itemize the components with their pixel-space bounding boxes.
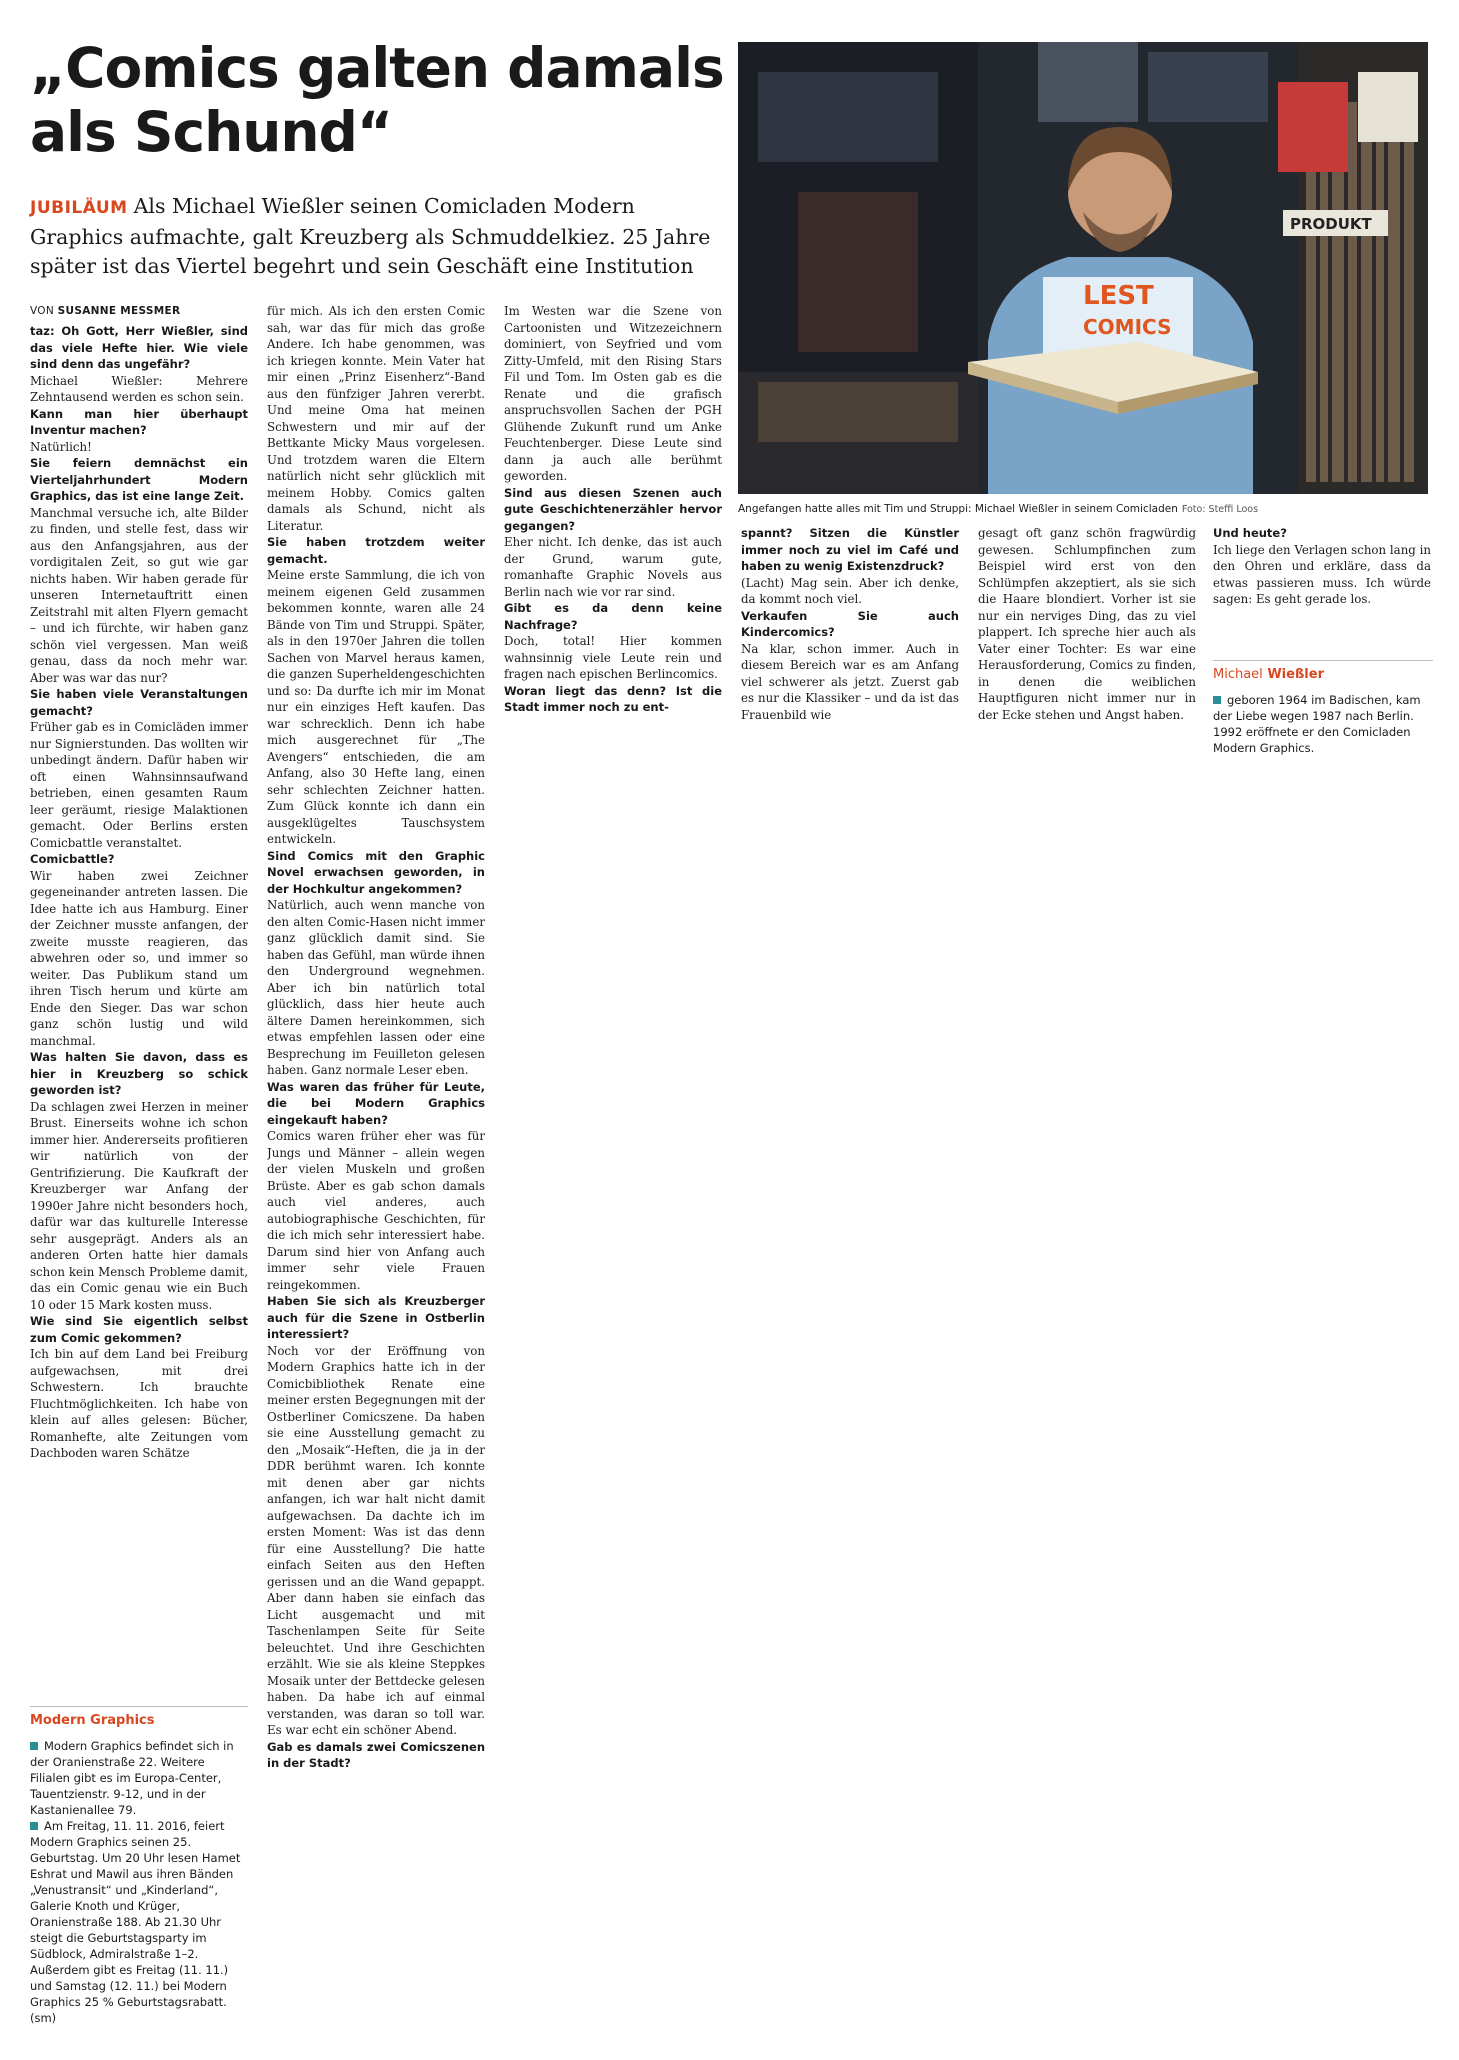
interview-question: Sind Comics mit den Graphic Novel erwachsen geworden, in der Hochkultur angekommen?: [267, 848, 485, 896]
interview-answer: Meine erste Sammlung, die ich von meinem eigenen Geld zusammen bekommen konnte, waren alle 24 Bände von Tim und Struppi. Später, als in den 1970er Jahren die tollen Sachen von Marvel heraus kamen, die ganzen Superheldengeschichten und so: Da durfte ich mir im Monat nur ein einziges Heft kaufen. Das war schrecklich. Denn ich habe mich ausgerechnet für „The Avengers“ entschieden, die am Anfang, also 30 Hefte lang, einen sehr schlechten Zeichner hatten. Zum Glück konnte ich dann ein ausgeklügeltes Tauschsystem entwickeln.: [267, 568, 485, 846]
article-column-1: [30, 323, 248, 1701]
interview-answer: Na klar, schon immer. Auch in diesem Bereich war es am Anfang viel schwerer als jetzt. Zuerst gab es nur die Klassiker – und da ist das Frauenbild wie: [741, 641, 959, 722]
caption-text: Angefangen hatte alles mit Tim und Struppi: Michael Wießler in seinem Comicladen: [738, 503, 1178, 515]
info-item-text: Modern Graphics befindet sich in der Oranienstraße 22. Weitere Filialen gibt es im Europa-Center, Tauentzienstr. 9-12, und in der Kastanienallee 79.: [30, 1739, 234, 1817]
info-box: [30, 1706, 248, 2058]
info-item-text: Am Freitag, 11. 11. 2016, feiert Modern Graphics seinen 25. Geburtstag. Um 20 Uhr lesen Hamet Eshrat und Mawil aus ihren Bänden „Venustransit“ und „Kinderland“, Galerie Knoth und Krüger, Oranienstraße 188. Ab 21.30 Uhr steigt die Geburtstagsparty im Südblock, Admiralstraße 1–2. Außerdem gibt es Freitag (11. 11.) und Samstag (12. 11.) bei Modern Graphics 25 % Geburtstagsrabatt. (sm): [30, 1819, 241, 2025]
interview-question: taz: Oh Gott, Herr Wießler, sind das viele Hefte hier. Wie viele sind denn das ungefähr?: [30, 324, 248, 371]
interview-question: Gibt es da denn keine Nachfrage?: [504, 601, 722, 632]
article-column-3: [504, 303, 722, 789]
interview-question: Wie sind Sie eigentlich selbst zum Comic gekommen?: [30, 1314, 248, 1345]
interview-answer: Natürlich, auch wenn manche von den alten Comic-Hasen nicht immer ganz glücklich damit sind. Sie haben das Gefühl, man würde ihnen den Underground wegnehmen. Aber ich bin natürlich total glücklich, dass hier heute auch ältere Damen hereinkommen, sich etwas empfehlen lassen oder eine Besprechung im Feuilleton gelesen haben. Ganz normale Leser eben.: [267, 898, 485, 1077]
kicker: JUBILÄUM: [30, 198, 128, 218]
interview-answer: Manchmal versuche ich, alte Bilder zu finden, und stelle fest, dass wir aus den Anfangsjahren, aus der vordigitalen Zeit, so gut wie gar nichts haben. Wir haben gerade für unseren Internetauftritt einen Zeitstrahl mit alten Flyern gemacht – und ich fürchte, wir haben ganz schön viel vergessen. Man weiß genau, dass da noch mehr war. Aber was war das nur?: [30, 505, 248, 685]
info-box-title: Modern Graphics: [30, 1713, 155, 1728]
interview-question: Sie feiern demnächst ein Vierteljahrhundert Modern Graphics, das ist eine lange Zeit.: [30, 456, 248, 503]
interview-question: Comicbattle?: [30, 852, 115, 866]
bio-title: [1213, 667, 1433, 682]
headline: „Comics galten damals als Schund“: [30, 36, 724, 164]
interview-answer: Ich liege den Verlagen schon lang in den Ohren und erkläre, dass da etwas passieren muss. Ich würde sagen: Es geht gerade los.: [1213, 542, 1431, 606]
info-item: [30, 1738, 248, 1818]
interview-answer: für mich. Als ich den ersten Comic sah, war das für mich das große Andere. Ich habe genommen, was ich kriegen konnte. Mein Vater hat mir einen „Prinz Eisenherz“-Band aus den fünfziger Jahren vererbt. Und meine Oma hat meinen Schwestern und mir auf der Bettkante Micky Maus vorgelesen. Und trotzdem waren die Eltern natürlich nicht sehr glücklich mit meinem Hobby. Comics galten damals als Schund, nicht als Literatur.: [267, 304, 485, 533]
interview-question: Was halten Sie davon, dass es hier in Kreuzberg so schick geworden ist?: [30, 1050, 248, 1097]
photo-caption: [738, 503, 1438, 515]
interview-answer: Wir haben zwei Zeichner gegeneinander antreten lassen. Die Idee hatte ich aus Hamburg. Einer der Zeichner musste anfangen, der zweite musste reagieren, das abwehren oder so, und immer so weiter. Das Publikum stand um ihren Tisch herum und kürte am Ende den Sieger. Das war schon ganz schön lustig und wild manchmal.: [30, 868, 248, 1048]
photo-illustration: [738, 42, 1428, 494]
bio-box: [1213, 660, 1433, 756]
interview-question: Kann man hier überhaupt Inventur machen?: [30, 406, 248, 437]
interview-question: Verkaufen Sie auch Kindercomics?: [741, 608, 959, 639]
photo-credit: Foto: Steffi Loos: [1181, 504, 1259, 515]
interview-question: Gab es damals zwei Comicszenen in der Stadt?: [267, 1739, 485, 1770]
interview-question: Woran liegt das denn? Ist die Stadt immer noch zu ent-: [504, 683, 722, 714]
hoodie-text-top: LEST: [1083, 281, 1154, 311]
byline-prefix: VON: [30, 305, 55, 317]
info-box-body: [30, 1738, 248, 2026]
interview-answer: Doch, total! Hier kommen wahnsinnig viele Leute rein und fragen nach epischen Berlincomics.: [504, 634, 722, 681]
interview-answer: Ich bin auf dem Land bei Freiburg aufgewachsen, mit drei Schwestern. Ich brauchte Fluchtmöglichkeiten. Ich habe von klein auf alles gelesen: Bücher, Romanhefte, alte Zeitungen vom Dachboden waren Schätze: [30, 1347, 248, 1460]
article-column-4: [741, 525, 959, 775]
bio-last-name: Wießler: [1267, 667, 1324, 682]
bio-text: geboren 1964 im Badischen, kam der Liebe wegen 1987 nach Berlin. 1992 eröffnete er den Comicladen Modern Graphics.: [1213, 693, 1421, 755]
photo-sign-text: PRODUKT: [1290, 215, 1372, 233]
bullet-square-icon: [30, 1822, 38, 1830]
interview-answer: Natürlich!: [30, 439, 92, 454]
interview-answer: gesagt oft ganz schön fragwürdig gewesen. Schlumpfinchen zum Beispiel wird erst von den Schlümpfen akzeptiert, als sie sich die Haare blondiert. Vorher ist sie nur ein nerviges Ding, das zu viel plappert. Ich spreche hier auch als Vater einer Tochter: Es war eine Herausforderung, Comics zu finden, in denen die weiblichen Hauptfiguren nicht immer nur in der Ecke stehen und Angst haben.: [978, 526, 1196, 722]
interview-question: spannt? Sitzen die Künstler immer noch zu viel im Café und haben zu wenig Existenzdruck?: [741, 526, 959, 573]
article-column-6: [1213, 525, 1431, 645]
article-photo: [738, 42, 1428, 494]
byline-author: SUSANNE MESSMER: [57, 305, 181, 317]
byline: [30, 305, 180, 317]
interview-answer: Comics waren früher eher was für Jungs und Männer – allein wegen der vielen Muskeln und großen Brüste. Aber es gab schon damals auch viel anderes, auch autobiographische Geschichten, für die ich mich sehr interessiert habe. Darum sind hier von Anfang auch immer sehr viele Frauen reingekommen.: [267, 1129, 485, 1292]
interview-question: Sie haben trotzdem weiter gemacht.: [267, 535, 485, 566]
hoodie-text-bottom: COMICS: [1083, 315, 1172, 339]
interview-answer: Noch vor der Eröffnung von Modern Graphics hatte ich in der Comicbibliothek Renate eine meiner ersten Begegnungen mit der Ostberliner Comicszene. Da haben sie eine Ausstellung gemacht zu den „Mosaik“-Heften, die ja in der DDR berühmt waren. Ich konnte mit denen aber gar nichts anfangen, ich war halt nicht damit aufgewachsen. Da dachte ich im ersten Moment: Was ist das denn für eine Ausstellung? Die hatte einfach Seiten aus den Heften gerissen und an die Wand gepappt. Aber dann haben sie einfach das Licht ausgemacht und mit Taschenlampen Seite für Seite beleuchtet. Und ihre Geschichten erzählt. Wie sie als kleine Steppkes Mosaik unter der Bettdecke gelesen haben. Da habe ich auf einmal verstanden, was daran so toll war. Es war echt ein schöner Abend.: [267, 1343, 485, 1737]
interview-question: Haben Sie sich als Kreuzberger auch für die Szene in Ostberlin interessiert?: [267, 1294, 485, 1341]
interview-answer: Da schlagen zwei Herzen in meiner Brust. Einerseits wohne ich schon immer hier. Andererseits profitieren wir natürlich von der Gentrifizierung. Die Kaufkraft der Kreuzberger war Anfang der 1990er Jahre nicht besonders hoch, dafür war das kulturelle Interesse sehr ausgeprägt. Anders als an anderen Orten hatte hier damals schon kein Mensch Probleme damit, das ein Comic genau wie ein Buch 10 oder 15 Mark kosten muss.: [30, 1099, 248, 1312]
bullet-square-icon: [1213, 696, 1221, 704]
bio-first-name: Michael: [1213, 667, 1263, 682]
interview-question: Sind aus diesen Szenen auch gute Geschichtenerzähler hervor gegangen?: [504, 485, 722, 533]
interview-answer: Im Westen war die Szene von Cartoonisten und Witzezeichnern dominiert, von Seyfried und vom Zitty-Umfeld, mit den Rising Stars Fil und Tom. Im Osten gab es die Renate und die grafisch anspruchsvollen Sachen der PGH Glühende Zukunft rund um Anke Feuchtenberger. Diese Leute sind dann ja auch alle berühmt geworden.: [504, 304, 722, 483]
interview-question: Und heute?: [1213, 526, 1287, 540]
subheadline: [30, 192, 730, 281]
bullet-square-icon: [30, 1742, 38, 1750]
interview-answer: Michael Wießler: Mehrere Zehntausend werden es schon sein.: [30, 373, 248, 404]
interview-answer: (Lacht) Mag sein. Aber ich denke, da kommt noch viel.: [741, 575, 959, 606]
article-column-2: [267, 303, 485, 2051]
interview-answer: Früher gab es in Comicläden immer nur Signierstunden. Das wollten wir unbedingt ändern. Dafür haben wir oft einen Wahnsinnsaufwand betrieben, einen gesamten Raum leer geräumt, riesige Malaktionen gemacht. Oder Berlins ersten Comicbattle veranstaltet.: [30, 720, 248, 850]
interview-answer: Eher nicht. Ich denke, das ist auch der Grund, warum gute, romanhafte Graphic Novels aus Berlin nach wie vor rar sind.: [504, 535, 722, 599]
interview-question: Sie haben viele Veranstaltungen gemacht?: [30, 687, 248, 718]
bio-body: [1213, 692, 1433, 756]
article-column-5: [978, 525, 1196, 775]
interview-question: Was waren das früher für Leute, die bei Modern Graphics eingekauft haben?: [267, 1079, 485, 1127]
info-item: [30, 1818, 248, 2026]
subheadline-text: Als Michael Wießler seinen Comicladen Modern Graphics aufmachte, galt Kreuzberg als Schmuddelkiez. 25 Jahre später ist das Viertel begehrt und sein Geschäft eine Institution: [30, 194, 711, 278]
